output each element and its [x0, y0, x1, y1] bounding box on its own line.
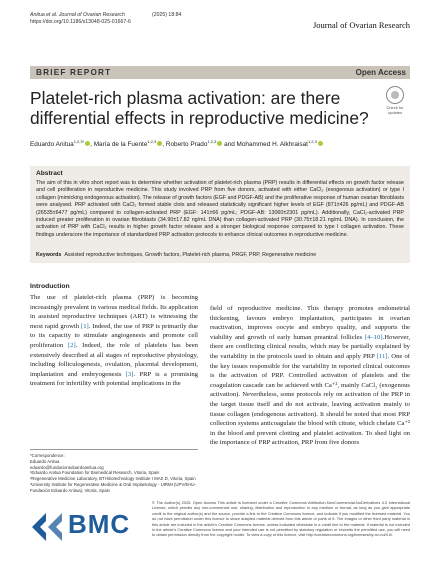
footnote-divider [30, 449, 198, 450]
abstract-body: The aim of this in vitro short report was to determine whether activation of platelet-rich plasma (PRP) results in differential effects on growth factor release and cell proliferation in reproductive medicine. This study involved PRP from five donors, activated with either CaCl₂ (exogenous activation) or type I collagen (mimicking endogenous activation). The release of growth factors (EGF and PDGF-AB) and the proliferative response of human ovarian fibroblasts were analysed. PRP activated with CaCl₂ formed stable clots and released statistically significant higher levels of EGF (871±426 pg/mL) and PDGF-AB (26535±6477 pg/mL) compared to collagen-activated PRP (EGF: 141±66 pg/mL; PDGF-AB: 13060±2301 pg/mL). Additionally, CaCl₂-activated PRP induced greater proliferation in ovarian fibroblasts (34.90±17.82 ng/mL DNA) than collagen-activated PRP (30.75±18.21 ng/mL DNA). In conclusion, the activation of PRP with CaCl₂ results in higher growth factor release and a stronger biological response compared to type I collagen activation. These findings underscore the importance of standardized PRP activation protocols to enhance clinical outcomes in reproductive medicine. [36, 180, 404, 238]
author-name[interactable]: María de la Fuente [93, 141, 148, 149]
footnote-line: *Correspondence: [30, 453, 65, 458]
citation-link[interactable]: [2] [67, 341, 76, 349]
journal-name: Journal of Ovarian Research [312, 20, 410, 30]
check-updates-icon [386, 86, 404, 104]
body-text: The use of platelet-rich plasma (PRP) is becoming increasingly prevalent in various medical fields. Its application in assisted reproductive techniques (ART) is witnessing the most rapid growth [30, 294, 198, 330]
orcid-icon[interactable] [318, 141, 323, 146]
author-name[interactable]: Mohammed H. Alkhraisat [236, 141, 308, 149]
footnote-line: Eduardo Anitua [30, 458, 60, 464]
author-affiliation: 1,2,3 [307, 139, 317, 144]
check-for-updates-button[interactable] [382, 86, 408, 115]
publisher-logo: BMC [68, 509, 131, 539]
body-text: . Indeed, the role of platelets has been extensively described at all stages of reproductive physiology, including folliculogenesis, ovulation, placental development, implantation and embryogenesis [30, 341, 198, 378]
body-text: .However, there are conflicting clinical results, which may be partially explained by the variability in the protocols used to obtain and apply PRP [210, 333, 410, 360]
check-updates-label: Check for updates [386, 105, 404, 115]
citation-link[interactable]: [11] [376, 352, 388, 360]
abstract-heading: Abstract [36, 170, 63, 177]
author-name[interactable]: Roberto Prado [165, 141, 208, 149]
article-type: BRIEF REPORT [36, 68, 112, 77]
footnote-line: ²Regenerative Medicine Laboratory, BTI-Biotechnology Institute I MAS D, Vitoria, Spain [30, 476, 196, 482]
author-separator: and [222, 141, 237, 149]
author-affiliation: 1,2,3 [207, 139, 217, 144]
keywords-label: Keywords [36, 252, 62, 258]
keywords [36, 252, 404, 258]
correspondence-notes [30, 453, 198, 494]
author-separator: , [162, 141, 166, 149]
license-text: © The Author(s) 2025. Open Access This article is licensed under a Creative Commons Attribution-NonCommercial-NoDerivatives 4.0 International License, which permits any non-commercial use, sharing, distribution and reproduction in any medium or format, as long as you give appropriate credit to the original author(s) and the source, provide a link to the Creative Commons licence, and indicate if you modified the licensed material. You do not have permission under this licence to share adapted material derived from this article or parts of it. The images or other third party material in this article are included in the article's Creative Commons licence, unless indicated otherwise in a credit line to the material. If material is not included in the article's Creative Commons licence and your intended use is not permitted by statutory regulation or exceeds the permitted use, you will need to obtain permission directly from the copyright holder. To view a copy of this licence, visit http://creativecommons.org/licenses/by-nc-nd/4.0/. [152, 500, 410, 538]
body-text: . PRP is a promising treatment for infertility with potential implications in the [30, 370, 198, 388]
citation-link[interactable]: [1] [81, 322, 89, 330]
citation-link[interactable]: [3] [125, 370, 134, 378]
body-text: . Indeed, the use of PRP is primarily due to its capacity to stimulate angiogenesis and promote cell proliferation [30, 322, 198, 349]
author-affiliation: 1,2,3* [73, 139, 85, 144]
keywords-text: Assisted reproductive techniques, Growth factors, Platelet-rich plasma, PRGF, PRP, Regenerative medicine [64, 252, 317, 258]
citation: Anitua et al. Journal of Ovarian Research [30, 12, 125, 18]
running-head [30, 12, 182, 26]
author-separator: , [90, 141, 94, 149]
intro-right-column [210, 304, 410, 448]
footnote-line: ³University Institute for Regenerative Medicine & Oral Implantology - UIRMI (UPV/EHU-Fundación Eduardo Anitua), Vitoria, Spain [30, 481, 196, 493]
intro-left-column [30, 293, 198, 389]
open-access-label: Open Access [355, 68, 406, 77]
introduction-heading: Introduction [30, 283, 70, 290]
publication-date: (2025) 18:84 [152, 12, 182, 18]
article-title: Platelet-rich plasma activation: are there differential effects in reproductive medicine? [30, 88, 369, 128]
author-name[interactable]: Eduardo Anitua [30, 141, 74, 149]
footnote-line: ¹Eduardo Anitua Foundation for Biomedical Research, Vitoria, Spain [30, 470, 160, 476]
footnote-line: eduardo@fundacioneduardoanitua.org [30, 464, 104, 470]
citation-link[interactable]: [4–10] [364, 333, 383, 341]
author-list [30, 139, 410, 148]
author-affiliation: 1,2,3 [147, 139, 157, 144]
article-type-band [30, 66, 410, 79]
doi-link[interactable]: https://doi.org/10.1186/s13048-025-01667-6 [30, 19, 131, 25]
body-text: . One of the key issues responsible for the variability in reported clinical outcomes is the activation of PRP. Controlled activation of platelets and the coagulation cascade can be achieved with Ca⁺², mainly CaCl₂ (exogenous activation). Nevertheless, some protocols rely on activation of the PRP in the target tissue itself and do not activate, leaving activation mainly to tissue collagen (endogenous activation). It should be noted that most PRP collection systems anticoagulate the blood with citrate, which chelate Ca⁺² in the blood and prevent clotting and platelet activation. To shed light on the importance of PRP activation, PRP from five donors [210, 352, 410, 447]
abstract-box [30, 166, 410, 263]
body-text: field of reproductive medicine. This therapy promotes endometrial thickening, favours embryo implantation, participates in ovarian reactivation, improves oocyte and embryo quality, and supports the viability and growth of early human preantral follicles [210, 305, 410, 341]
